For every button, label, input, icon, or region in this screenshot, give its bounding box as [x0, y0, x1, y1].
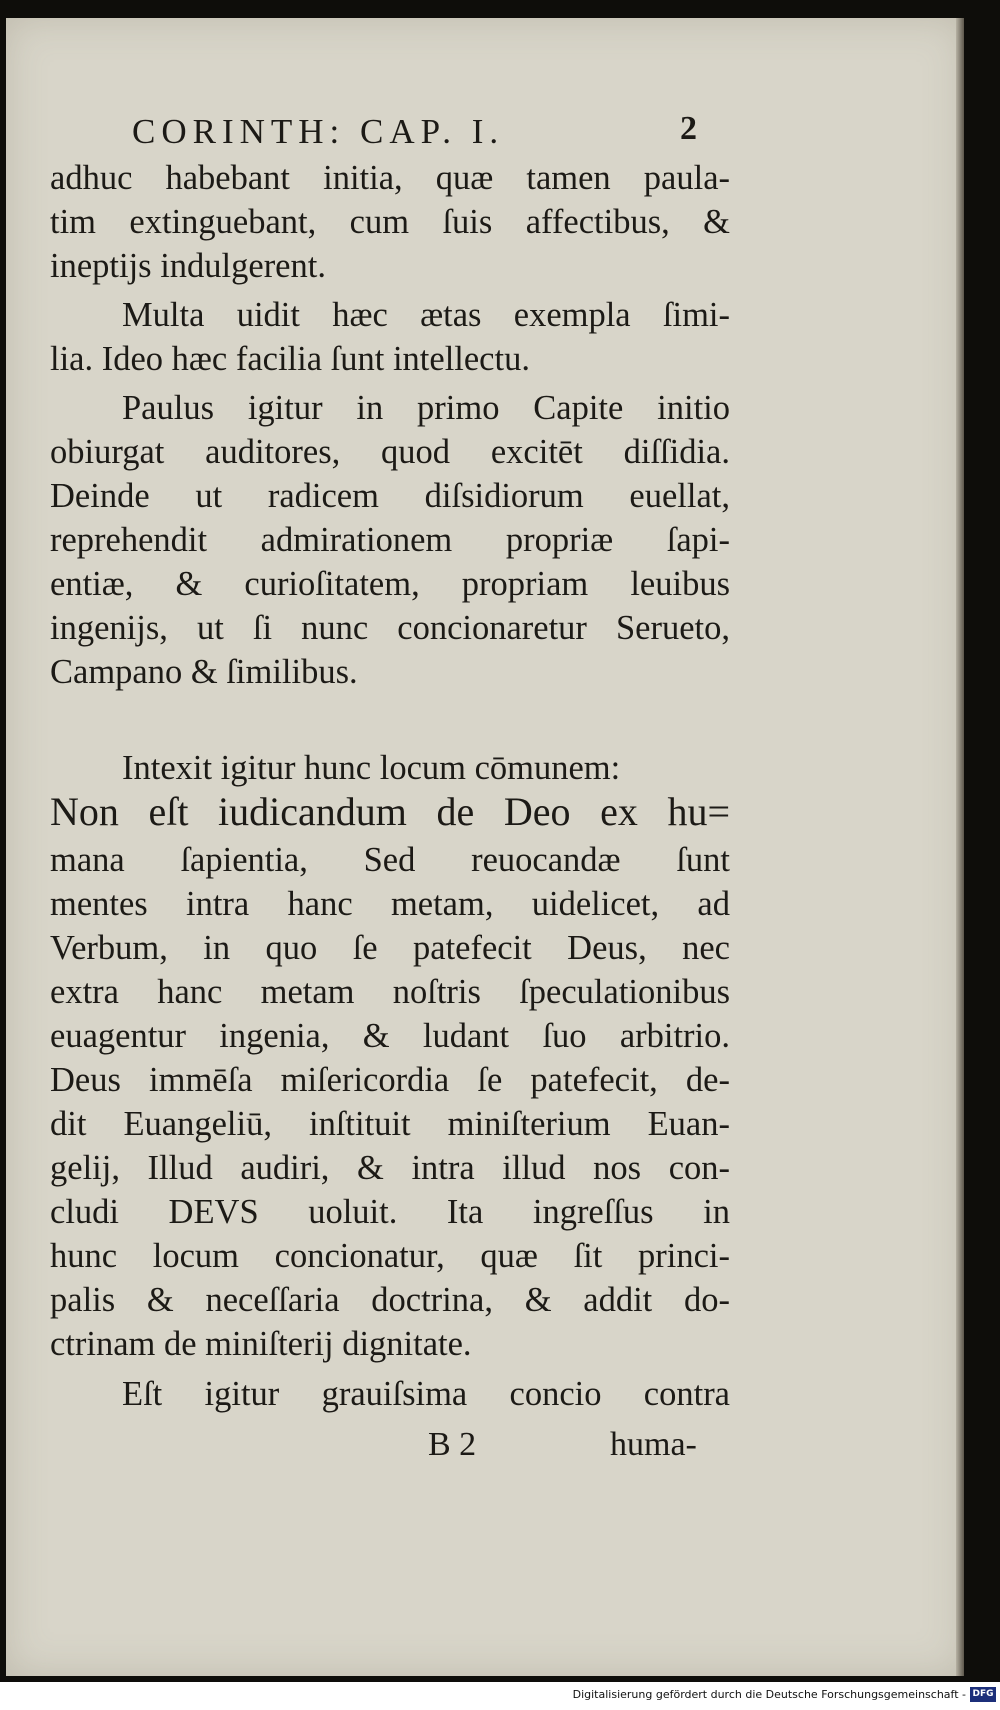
- text-line: extra hanc metam noſtris ſpeculationibus: [50, 973, 730, 1011]
- text-line: lia. Ideo hæc facilia ſunt intellectu.: [50, 340, 530, 378]
- signature-mark: B 2: [428, 1426, 477, 1463]
- text-line: mentes intra hanc metam, uidelicet, ad: [50, 885, 730, 923]
- text-line: obiurgat auditores, quod excitēt diſſidia.: [50, 433, 730, 471]
- text-line: ingenijs, ut ſi nunc concionaretur Serueto,: [50, 609, 730, 647]
- text-line: mana ſapientia, Sed reuocandæ ſunt: [50, 841, 730, 879]
- text-line: ctrinam de miniſterij dignitate.: [50, 1325, 472, 1363]
- text-line: Eſt igitur grauiſsima concio contra: [122, 1375, 730, 1413]
- page-number: 2: [680, 110, 697, 147]
- text-line: Multa uidit hæc ætas exempla ſimi-: [122, 296, 730, 334]
- text-line: Intexit igitur hunc locum cōmunem:: [122, 749, 621, 787]
- catchword: huma-: [610, 1426, 697, 1463]
- footer-bar: [0, 1682, 1000, 1710]
- text-line: dit Euangeliū, inſtituit miniſterium Euan-: [50, 1105, 730, 1143]
- text-line: reprehendit admirationem propriæ ſapi-: [50, 521, 730, 559]
- footer-credit: Digitalisierung gefördert durch die Deutsche Forschungsgemeinschaft -: [572, 1688, 966, 1701]
- page-edge: [956, 18, 964, 1676]
- text-line: hunc locum concionatur, quæ ſit princi-: [50, 1237, 730, 1275]
- text-line: Deinde ut radicem diſsidiorum euellat,: [50, 477, 730, 515]
- text-line: entiæ, & curioſitatem, propriam leuibus: [50, 565, 730, 603]
- text-line: gelij, Illud audiri, & intra illud nos con-: [50, 1149, 730, 1187]
- text-line: Non eſt iudicandum de Deo ex hu=: [50, 789, 730, 834]
- text-line: Deus immēſa miſericordia ſe patefecit, de-: [50, 1061, 730, 1099]
- running-head: CORINTH: CAP. I.: [132, 112, 505, 151]
- text-line: cludi DEVS uoluit. Ita ingreſſus in: [50, 1193, 730, 1231]
- text-line: Paulus igitur in primo Capite initio: [122, 389, 730, 427]
- text-line: Verbum, in quo ſe patefecit Deus, nec: [50, 929, 730, 967]
- text-line: tim extinguebant, cum ſuis affectibus, &: [50, 203, 730, 241]
- text-line: adhuc habebant initia, quæ tamen paula-: [50, 159, 730, 197]
- dfg-logo: DFG: [970, 1687, 996, 1702]
- text-line: Campano & ſimilibus.: [50, 653, 358, 691]
- text-line: ineptijs indulgerent.: [50, 247, 326, 285]
- text-line: palis & neceſſaria doctrina, & addit do-: [50, 1281, 730, 1319]
- text-line: euagentur ingenia, & ludant ſuo arbitrio.: [50, 1017, 730, 1055]
